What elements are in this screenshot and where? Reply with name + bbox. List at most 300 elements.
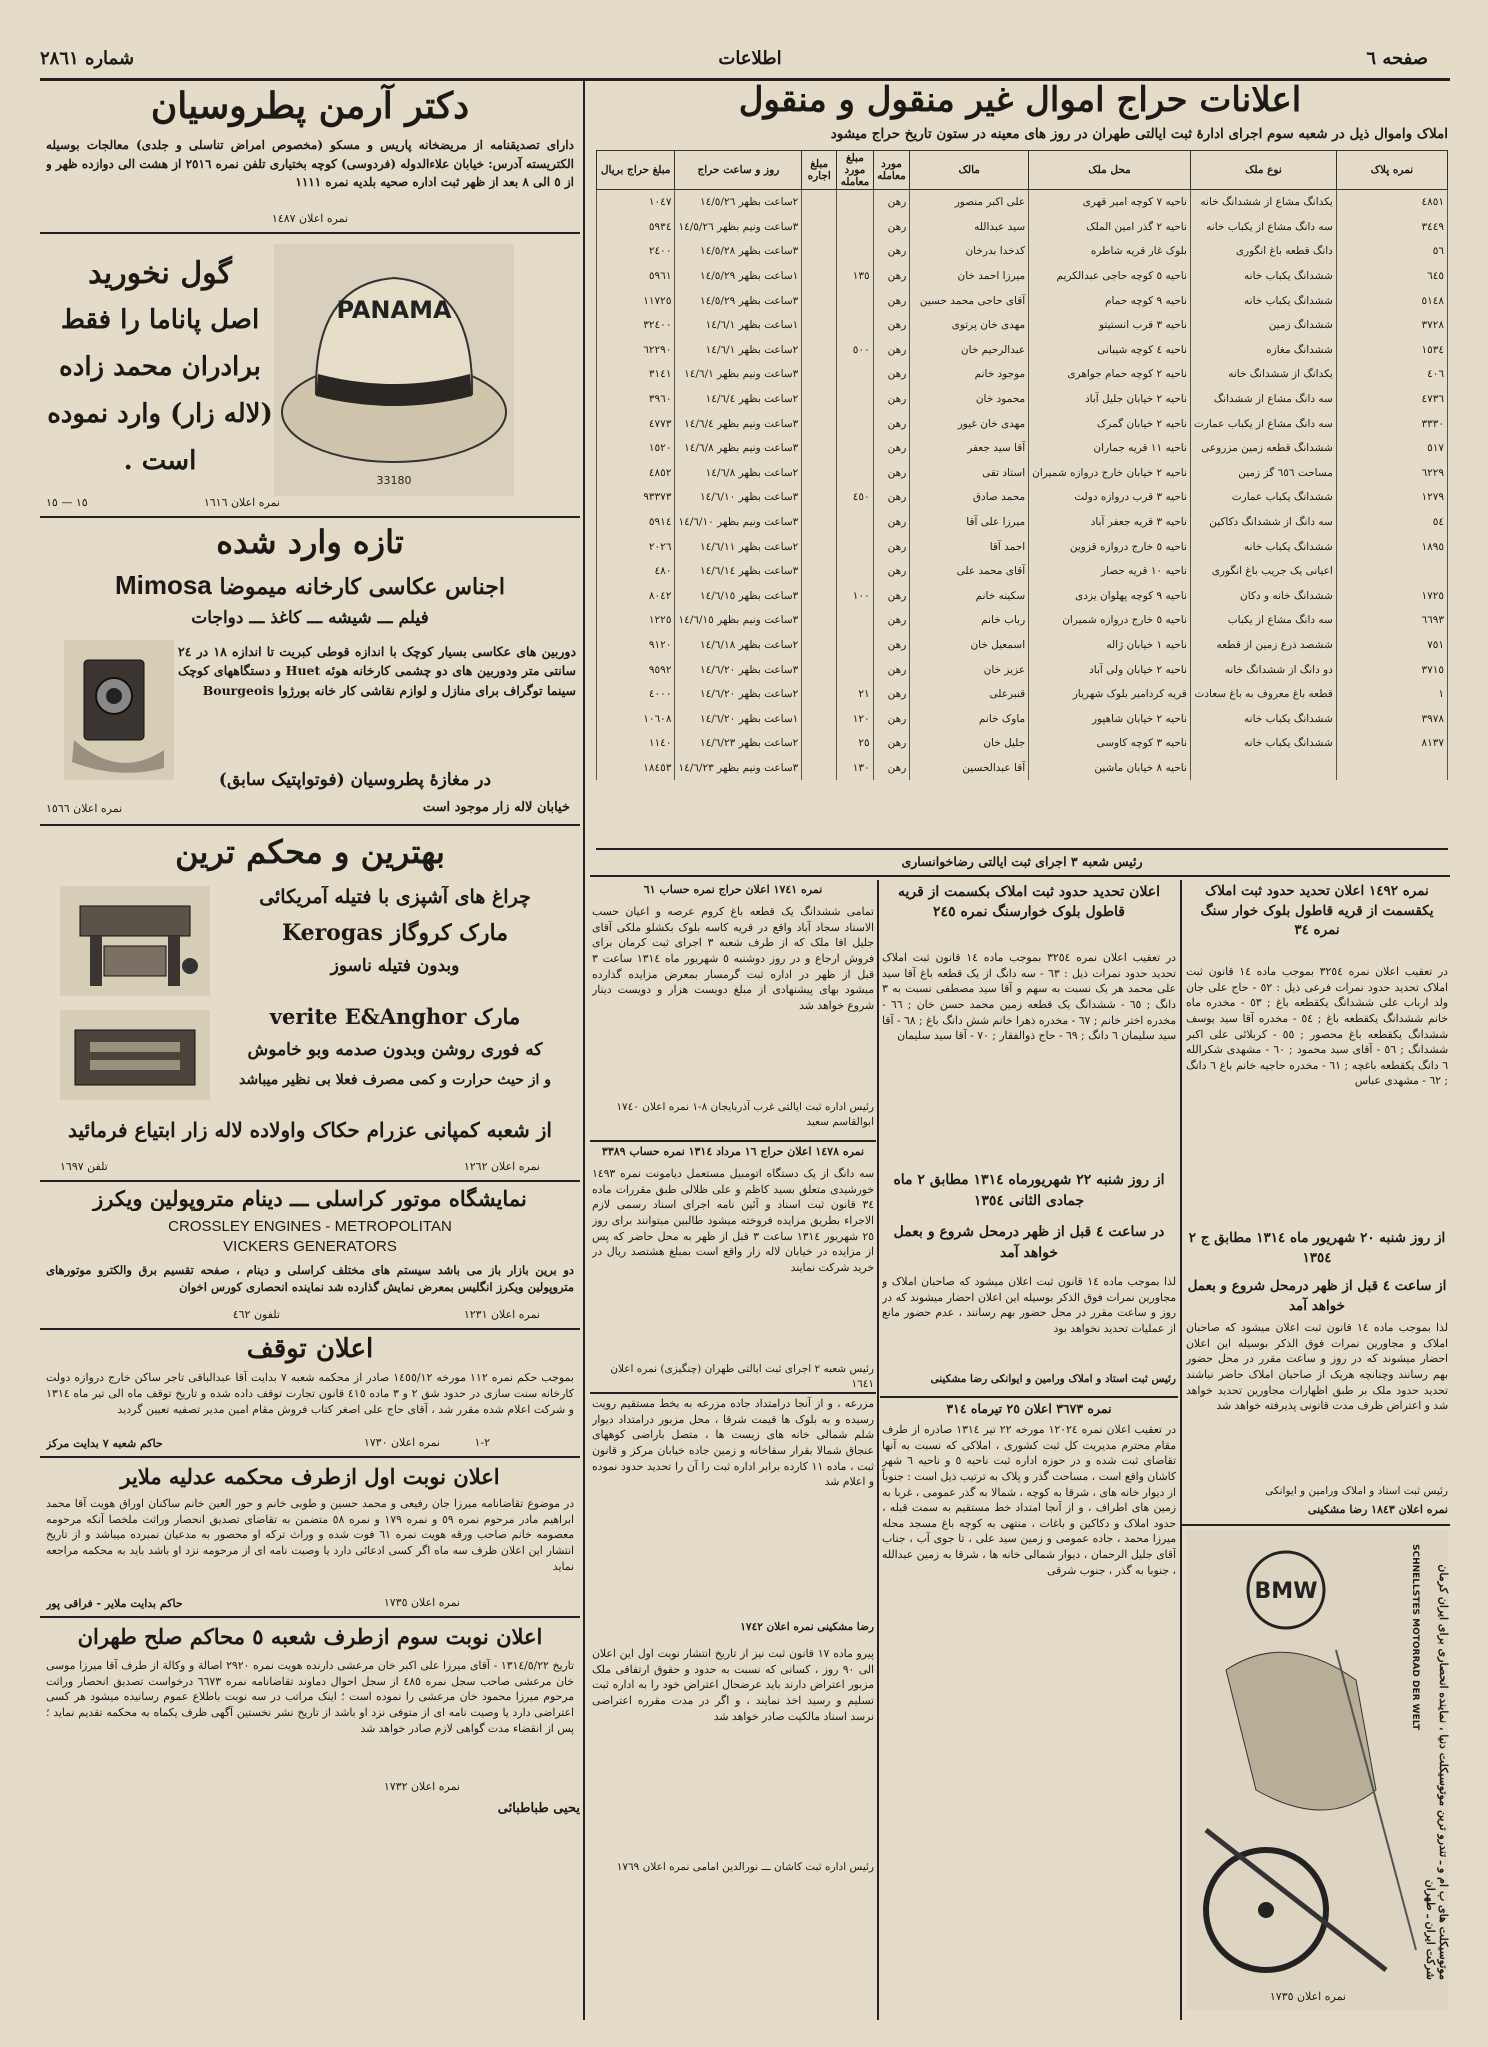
auction-cell: رهن [873,534,910,559]
auction-cell: سه دانگ مشاع از یکباب عمارت [1190,411,1336,436]
auction-cell: رهن [873,584,910,609]
rule [880,1396,1178,1398]
auction-cell: ناحیه ١ خیابان ژاله [1029,633,1191,658]
auction-cell: ٢ساعت بظهر ١٤/٦/١٨ [675,633,802,658]
auction-cell: ١٢٠ [837,706,874,731]
rule [1182,1524,1450,1526]
auction-cell: ناحیه ٥ کوچه حاجی عبدالکریم [1029,264,1191,289]
auction-cell: میرزا احمد خان [910,264,1029,289]
stove-image [60,886,210,996]
auction-cell [802,215,837,240]
auction-cell: ٨١٣٧ [1336,731,1447,756]
auction-cell: ١٥٢٠ [597,436,675,461]
auction-cell: ٤٧٧٣ [597,411,675,436]
auction-cell: ١٠٤٧ [597,190,675,215]
sulh-title: اعلان نوبت سوم ازطرف شعبه ٥ محاکم صلح طهران [77,1624,543,1649]
auction-cell: مهدی خان غیور [910,411,1029,436]
auction-cell: رهن [873,362,910,387]
auction-subtitle: املاک واموال ذیل در شعبه سوم اجرای ادارهٔ ثبت ایالتی طهران در روز های معینه در ستون تاریخ حراج میشود [830,126,1448,142]
col2-heading1: نمره ١٧٤١ اعلان حراج نمره حساب ٦١ [643,883,823,896]
auction-cell: ششدانگ یکباب خانه [1190,288,1336,313]
auction-cell: ٨٠٤٢ [597,584,675,609]
col4-sign1: رئیس ثبت استاد و املاک ورامین و ایوانکی [1265,1485,1448,1497]
auction-row [597,338,1448,363]
auction-cell: ششدانگ یکباب خانه [1190,731,1336,756]
auction-row [597,313,1448,338]
auction-cell: ٣ساعت ونیم بظهر ١٤/٦/١٥ [675,608,802,633]
auction-cell: ناحیه ٣ کوچه کاوسی [1029,731,1191,756]
auction-cell: ١٥٣٤ [1336,338,1447,363]
auction-cell: ٥٤ [1336,510,1447,535]
auction-cell: مساحت ٦٥٦ گز زمین [1190,461,1336,486]
auction-cell: قریه کردامیر بلوک شهریار [1029,682,1191,707]
col3-heading2: نمره ٣٦٧٣ اعلان ٢٥ تیرماه ٣١٤ [946,1401,1112,1416]
auction-cell: یکدانگ از ششدانگ خانه [1190,362,1336,387]
auction-cell [837,288,874,313]
auction-cell: ٤٠٦ [1336,362,1447,387]
auction-cell: ششصد ذرع زمین از قطعه [1190,633,1336,658]
auction-cell: رهن [873,682,910,707]
auction-cell [802,190,837,215]
stop-title: اعلان توقف [246,1334,374,1364]
kerogas-line5: که فوری روشن وبدون صدمه وبو خاموش [247,1040,543,1060]
auction-cell: موجود خانم [910,362,1029,387]
auction-cell: ١٨٩٥ [1336,534,1447,559]
auction-cell: ٣٤٤٩ [1336,215,1447,240]
auction-header-cell: مبلغ مورد معامله [837,151,874,190]
rule [40,1616,580,1618]
auction-cell: ٤٨٠ [597,559,675,584]
malayer-title: اعلان نوبت اول ازطرف محکمه عدلیه ملایر [120,1464,500,1489]
auction-cell: محمد صادق [910,485,1029,510]
auction-row [597,411,1448,436]
auction-cell: ٢١ [837,682,874,707]
auction-cell: رهن [873,239,910,264]
auction-cell [837,436,874,461]
auction-cell: رهن [873,756,910,781]
auction-cell: ناحیه ٥ خارج دروازه شمیران [1029,608,1191,633]
rule [40,1456,580,1458]
heater-image [60,1010,210,1100]
column-rule [1180,880,1182,2020]
auction-cell [802,584,837,609]
auction-cell: ٣ساعت بظهر ١٤/٥/٢٩ [675,288,802,313]
auction-cell: رهن [873,559,910,584]
auction-row [597,682,1448,707]
col2-heading2: نمره ١٤٧٨ اعلان حراج ١٦ مرداد ١٣١٤ نمره حساب ٣٣٨٩ [601,1145,865,1158]
auction-cell: آقای حاجی محمد حسین [910,288,1029,313]
auction-row [597,510,1448,535]
mimosa-subtitle-fa: اجناس عکاسی کارخانه میموضا [219,574,506,600]
auction-cell: ١٨٤٥٣ [597,756,675,781]
auction-cell: ناحیه ٢ خیابان شاهپور [1029,706,1191,731]
auction-cell: ٩١٢٠ [597,633,675,658]
auction-row [597,215,1448,240]
malayer-ad-number: نمره اعلان ١٧٣٥ [383,1596,460,1609]
auction-cell: ٣٧٢٨ [1336,313,1447,338]
auction-cell: قطعه باغ معروف به باغ سعادت [1190,682,1336,707]
auction-header-cell: نوع ملک [1190,151,1336,190]
auction-cell [837,215,874,240]
auction-cell: عزیز خان [910,657,1029,682]
col3-para2: لذا بموجب ماده ١٤ قانون ثبت اعلان میشود که صاحبان املاک و مجاورین نمرات فوق الذکر بوسیله این اعلان احضار میشوند که در روز و ساعت مقرر در محل حضور بهم رسانند ، عدم حضور مانع از عملیات تحدید نخواهد بود [882,1275,1176,1335]
kerogas-ad-number: نمره اعلان ١٢٦٢ [463,1160,540,1173]
auction-cell: ٣ساعت بظهر ١٤/٦/١٥ [675,584,802,609]
auction-cell: ناحیه ٧ کوچه امیر قهری [1029,190,1191,215]
mimosa-items: فیلم ـــ شیشه ـــ کاغذ ـــ دواجات [191,608,429,628]
col3-heading1: اعلان تحدید حدود ثبت املاک بکسمت از قریه قاطول بلوک خوارسنگ نمره ٢٤٥ [897,884,1161,921]
auction-cell: رهن [873,485,910,510]
col2-para3: مزرعه ، و از آنجا درامتداد جاده مزرعه به بخط مستقیم رویت رسیده و به بلوک ها قیمت شرقا ، محل مزبور درامتداد دیوار شلم شمالی خانه های زیست ها ، متصل باراضی کوههای عنجاق شمالا بقرار سقاخانه و زمین جاده خیابان مرکز و قانون ثبت ، ماده ١١ کارده برابر اداره ثبت را آن را تحدید حدود نموده و اعلام شد [592,1397,874,1489]
auction-cell [802,288,837,313]
auction-cell: ششدانگ یکباب خانه [1190,706,1336,731]
auction-signature: رئیس شعبه ٣ اجرای ثبت ایالتی رضاخوانساری [901,854,1143,869]
auction-cell: ٣ساعت ونیم بظهر ١٤/٦/٢٣ [675,756,802,781]
auction-cell: کدخدا بدرخان [910,239,1029,264]
auction-cell [802,239,837,264]
auction-cell: ٤٨٥١ [1336,190,1447,215]
auction-cell: ناحیه ١١ قریه جماران [1029,436,1191,461]
auction-cell: ٩٥٩٢ [597,657,675,682]
mimosa-title: تازه وارد شده [216,523,404,561]
malayer-court: حاکم بدایت ملایر - فراقی پور [46,1597,183,1610]
auction-cell: علی اکبر منصور [910,190,1029,215]
auction-cell: ناحیه ٤ کوچه شیبانی [1029,338,1191,363]
auction-cell: ششدانگ مغازه [1190,338,1336,363]
auction-cell [802,559,837,584]
auction-cell: ٣٣٣٠ [1336,411,1447,436]
auction-cell: سه دانگ مشاع از یکباب خانه [1190,215,1336,240]
crossley-ad-number: نمره اعلان ١٢٣١ [463,1308,540,1321]
auction-cell: دو دانگ از ششدانگ خانه [1190,657,1336,682]
auction-cell: رهن [873,510,910,535]
auction-row [597,461,1448,486]
auction-cell: ٤٠٠٠ [597,682,675,707]
auction-cell [837,559,874,584]
col2-sign3: رضا مشکینی نمره اعلان ١٧٤٢ [740,1621,874,1633]
camera-image [64,640,174,780]
auction-cell: رهن [873,461,910,486]
auction-cell: ٥١٧ [1336,436,1447,461]
auction-cell: ١ [1336,682,1447,707]
crossley-title: نمایشگاه موتور کراسلی ـــ دینام متروپولین ویکرز [93,1186,527,1211]
auction-cell [802,485,837,510]
auction-row [597,436,1448,461]
stop-court: حاکم شعبه ٧ بدایت مرکز [46,1437,163,1450]
auction-cell: ناحیه ٥ خارج دروازه قزوین [1029,534,1191,559]
auction-cell: رهن [873,215,910,240]
kerogas-line2: مارک کروگاز Kerogas [281,920,509,946]
auction-cell: ششدانگ زمین [1190,313,1336,338]
doctor-ad-number: نمره اعلان ١٤٨٧ [271,212,349,225]
auction-cell: سکینه خانم [910,584,1029,609]
bmw-fa: موتوسیکلت های ب ام و ـ تندرو ترین موتوسیکلت دنیا ، نماینده انحصاری برای ایران کرمان شرکت ایران ـ طهران [1424,1564,1450,1980]
bmw-ad-number: نمره اعلان ١٧٣٥ [1269,1990,1346,2003]
auction-cell: ٢ساعت بظهر ١٤/٦/١١ [675,534,802,559]
auction-cell: ١ساعت بظهر ١٤/٦/١ [675,313,802,338]
col4-para2: لذا بموجب ماده ١٤ قانون ثبت اعلان میشود که صاحبان املاک و مجاورین نمرات فوق الذکر بوسیله این اعلان احضار میشوند که در روز و ساعت مقرر در محل حضور بهم رسانند وچنانچه هریک از صاحبان املاک حاضر نباشند تحدید حدود ملک بر طبق اظهارات مجاورین تحدید خواهد شد و اعتراض ظرف مدت قانونی پذیرفته خواهد شد [1186,1321,1448,1413]
bmw-en: SCHNELLSTES MOTORRAD DER WELT [1410,1544,1420,1731]
auction-cell: استاد تقی [910,461,1029,486]
auction-cell: ١ساعت بظهر ١٤/٦/٢٠ [675,706,802,731]
auction-title: اعلانات حراج اموال غیر منقول و منقول [738,80,1302,120]
auction-cell [1336,756,1447,781]
auction-cell: ١٢٢٥ [597,608,675,633]
auction-cell: ناحیه ٩ کوچه حمام [1029,288,1191,313]
auction-cell: ٥٩٣٤ [597,215,675,240]
auction-cell: ٢ساعت بظهر ١٤/٦/٢٠ [675,682,802,707]
auction-rule [596,848,1448,850]
auction-row [597,559,1448,584]
stop-ad-number: نمره اعلان ١٧٣٠ [363,1436,440,1449]
rule [40,824,580,826]
auction-table [596,150,1448,846]
auction-cell: رهن [873,633,910,658]
auction-cell: ٦٦٩٣ [1336,608,1447,633]
auction-cell [837,657,874,682]
auction-cell: ٢٥ [837,731,874,756]
kerogas-phone: تلفن ١٦٩٧ [60,1160,108,1173]
auction-cell: ٢ساعت بظهر ١٤/٦/٨ [675,461,802,486]
auction-cell: ششدانگ قطعه زمین مزروعی [1190,436,1336,461]
auction-cell [802,534,837,559]
auction-cell: ٢ساعت بظهر ١٤/٦/١ [675,338,802,363]
auction-cell: آقای محمد علی [910,559,1029,584]
auction-cell: آقا سید جعفر [910,436,1029,461]
auction-cell: ٢ساعت بظهر ١٤/٦/٢٣ [675,731,802,756]
auction-cell [802,313,837,338]
paper-name: اطلاعات [718,48,782,69]
auction-cell: ٣ساعت بظهر ١٤/٦/١٠ [675,485,802,510]
auction-cell: ناحیه ٢ گذر امین الملک [1029,215,1191,240]
auction-cell: ٣ساعت بظهر ١٤/٥/٢٨ [675,239,802,264]
sulh-signer: یحیی طباطبائی [497,1801,580,1816]
malayer-body: در موضوع تقاضانامه میرزا جان رفیعی و محمد حسین و طوبی خانم و حور العین خانم ساکنان اوراق هویت آقا محمد ابراهیم مادر مرحوم نمره ٥٩ و نمره ١٧٩ و نمره ٥٨ متضمن به تقاضای تصدیق انحصار وراثت ملخصا آنکه مرحومه معصومه خانم صاحب ورقه هویت نمره ٦١ فوت شده و وراث ترکه او محصور به مدعیان نمبرده میباشد و از تاریخ انتشار این اعلان ظرف سه ماه اگر کسی ادعائی دارد یا وصیت نامه ای از مرحومه نزد او باشد باید به محکمه مراجعه نماید [46,1497,574,1573]
auction-cell: سه دانگ مشاع از ششدانگ [1190,387,1336,412]
column-rule [583,80,585,2020]
auction-cell [1190,756,1336,781]
auction-cell: ٣ساعت ونیم بظهر ١٤/٦/١٠ [675,510,802,535]
auction-row [597,362,1448,387]
auction-cell: ٦٢٢٩ [1336,461,1447,486]
auction-cell: ماوک خانم [910,706,1029,731]
auction-cell: سه دانگ از ششدانگ دکاکین [1190,510,1336,535]
auction-cell: ٦٢٢٩٠ [597,338,675,363]
auction-cell [802,633,837,658]
auction-cell: ناحیه ٢ خیابان گمرک [1029,411,1191,436]
auction-cell [837,190,874,215]
rule [40,1180,580,1182]
col2-para2: سه دانگ از یک دستگاه اتومبیل مستعمل دیامونت نمره ١٤٩٣ خورشیدی متعلق بسید کاظم و علی ظلالی طبق مقررات ماده ٣٤ قانون ثبت اسناد و آئین نامه اجرای اسناد رسمی لازم الاجراء بطریق مزایده فروخته میشود طالبین میتوانند برای روز ٢٥ شهریور ١٣١٤ ساعت ٣ قبل از ظهر به محل حاضر که پس از مزایده در خیابان لاله زار واقع است بمبلغ هشتصد ریال در خرید شرکت نمایند [592,1167,874,1274]
panama-line: (لاله زار) وارد نموده [47,399,273,429]
auction-cell [837,362,874,387]
auction-bottom-rule [590,875,1450,877]
auction-cell: ٣٧١٥ [1336,657,1447,682]
auction-cell: قنبرعلی [910,682,1029,707]
col2-para1: تمامی ششدانگ یک قطعه باغ کروم عرصه و اعیان حسب الاسناد سجاد آباد واقع در قریه کاسه بلوک بکشلو ملکی آقای جلیل افا ملک که از طرف شعبه ٣ اجرای ثبت کرمان برای فروش ارجاع و در روز دوشنبه ٥ شهریور ماه ١٣١٤ ساعت ٣ قبل از ظهر در اداره ثبت گرمسار بمعرض مزایده گذارده میشود بهای پیشنهادی از مبلغ دویست هزار و دویست دینار شروع خواهد شد [592,905,874,1012]
col2-sign1: رئیس اداره ثبت ایالتی غرب آذربایجان ٨-١ نمره اعلان ١٧٤٠ ابوالقاسم سعید [616,1101,874,1128]
auction-cell: ١٧٢٥ [1336,584,1447,609]
auction-cell: ششدانگ یکباب خانه [1190,264,1336,289]
col4-when1: از روز شنبه ٢٠ شهریور ماه ١٣١٤ مطابق ج ٢ ١٣٥٤ [1188,1230,1446,1267]
auction-cell: یکدانگ مشاع از ششدانگ خانه [1190,190,1336,215]
kerogas-line1: چراغ های آشپزی با فتیله آمریکائی [259,886,531,908]
col3-when2: در ساعت ٤ قبل از ظهر درمحل شروع و بعمل خواهد آمد [893,1224,1165,1261]
auction-row [597,584,1448,609]
auction-cell: ٣ساعت ونیم بظهر ١٤/٦/٨ [675,436,802,461]
auction-cell [802,756,837,781]
crossley-en2: VICKERS GENERATORS [223,1238,397,1255]
crossley-en1: CROSSLEY ENGINES - METROPOLITAN [168,1218,452,1235]
auction-cell: ٣٩٧٨ [1336,706,1447,731]
auction-cell: ناحیه ٢ خیابان ولی آباد [1029,657,1191,682]
crossley-body: دو برین بازار باز می باشد سیستم های مختلف کراسلی و دینام ، صفحه تقسیم برق والکترو موتورهای متروپولین ویکرز انگلیس بمعرض نمایش گذارده شد نماینده انحصاری کورس اخوان [46,1263,574,1295]
col4-sign1b: نمره اعلان ١٨٤٣ رضا مشکینی [1307,1503,1448,1516]
auction-cell: رهن [873,288,910,313]
auction-cell [1336,559,1447,584]
auction-header-cell: محل ملک [1029,151,1191,190]
auction-cell: احمد آقا [910,534,1029,559]
auction-cell: ١١٤٠ [597,731,675,756]
auction-header-cell: مبلغ حراج بریال [597,151,675,190]
issue-number: شماره ٢٨٦١ [40,48,135,69]
auction-cell [837,608,874,633]
col4-para1: در تعقیب اعلان نمره ٣٢٥٤ بموجب ماده ١٤ قانون ثبت املاک تحدید حدود نمرات فرعی ذیل : ٥٢ - حاج علی جان ولد ارباب علی ششدانگ یکقطعه باغ ; ٥٣ - مخدره ماه خانم ششدانگ یکقطعه باغ ; ٥٤ - مخدره آقا سید یوسف ششدانگ یکقطعه باغ محصور ; ٥٥ - کربلائی علی اکبر ششدانگ ; ٥٦ - آقای سید محمود ; ٦٠ - مشهدی شکرالله ٦ دانگ یکقطعه باغچه ; ٦١ - مخدره حاجیه خانم باغ ٦ دانگ ; ٦٢ - مشهدی عباس [1186,965,1448,1088]
auction-cell: رهن [873,387,910,412]
auction-cell: ٦٤٥ [1336,264,1447,289]
auction-cell: ناحیه ١٠ قریه حصار [1029,559,1191,584]
col3-sign1: رئیس ثبت استاد و املاک ورامین و ایوانکی رضا مشکینی [930,1373,1176,1385]
auction-cell: ٣ساعت ونیم بظهر ١٤/٦/٤ [675,411,802,436]
auction-row [597,190,1448,215]
auction-cell [802,657,837,682]
bmw-logo: BMW [1254,1579,1318,1604]
auction-cell [837,633,874,658]
auction-cell [802,264,837,289]
rule [40,232,580,234]
mimosa-shop: در مغازهٔ پطروسیان (فوتواپتیک سابق) [218,770,492,790]
stop-body: بموجب حکم نمره ١١٢ مورخه ١٤٥٥/١٢ صادر از محکمه شعبه ٧ بدایت آقا عبدالباقی تاجر ساکن خارج دروازه دولت کارخانه سنت سازی در حدود شق ٢ و ٣ ماده ٤١٥ قانون تجارت توقف داده شده و تاریخ توقف ماه الی تیر ماه ١٣١٤ و شرکت اعلام شده مقرر شد ، آقای حاج علی اصغر کتاب فروش مقام امین مدیر تصفیه تعیین گردید [46,1371,574,1416]
bmw-ad [1186,1530,1448,2010]
auction-cell: ٣٩٦٠ [597,387,675,412]
panama-hat-brand: PANAMA [336,296,452,324]
auction-cell: ٥٦ [1336,239,1447,264]
panama-hat-image [274,244,514,496]
auction-cell: آقا عبدالحسین [910,756,1029,781]
mimosa-ad-number: نمره اعلان ١٥٦٦ [46,802,123,815]
auction-cell: ٣٢٤٠٠ [597,313,675,338]
auction-cell: ٣ساعت بظهر ١٤/٦/٢٠ [675,657,802,682]
auction-cell [802,338,837,363]
doctor-body: دارای تصدیقنامه از مریضخانه پاریس و مسکو (مخصوص امراض تناسلی و جلدی) معالجات بوسیله الکتریسته آدرس: خیابان علاءالدوله (فردوسی) کوچه بختیاری تلفن نمره ٢٥١٦ از هشت الی دوازده ظهر و از ٥ الی ٨ بعد از ظهر ثبت اداره صحیه بلدیه نمره ١١١١ [46,138,574,190]
auction-cell: بلوک غار قریه شاطره [1029,239,1191,264]
col2-para4: پیرو ماده ١٧ قانون ثبت نیز از تاریخ انتشار نوبت اول این اعلان الی ٩٠ روز ، کسانی که نسبت به حدود و حقوق ارتفاقی ملک مزبور اعتراض دارند باید عرضحال اعتراض خود را به اداره ثبت تسلیم و رسید اخذ نمایند ، و اگر در مدت مقرره اعتراضی نرسد اسناد مالکیت صادر خواهد شد [592,1647,874,1723]
auction-cell: ناحیه ٩ کوچه پهلوان یزدی [1029,584,1191,609]
auction-cell: ناحیه ٣ قرب دروازه دولت [1029,485,1191,510]
mimosa-brand: Mimosa [114,570,212,600]
auction-header-cell: نمره پلاک [1336,151,1447,190]
auction-cell: ١ساعت بظهر ١٤/٥/٢٩ [675,264,802,289]
auction-row [597,288,1448,313]
auction-cell: ٢ساعت بظهر ١٤/٥/٢٦ [675,190,802,215]
auction-cell [802,510,837,535]
kerogas-title: بهترین و محکم ترین [175,833,445,871]
auction-cell: ٥٩٦١ [597,264,675,289]
auction-cell [802,608,837,633]
auction-cell: رهن [873,436,910,461]
auction-cell: سه دانگ مشاع از یکباب [1190,608,1336,633]
auction-cell: ٣ساعت ونیم بظهر ١٤/٦/١ [675,362,802,387]
auction-row [597,534,1448,559]
auction-cell: اسمعیل خان [910,633,1029,658]
auction-cell: ناحیه ٣ قریه جعفر آباد [1029,510,1191,535]
auction-cell: ٤٥٠ [837,485,874,510]
panama-hat-code: 33180 [376,474,412,487]
rule [590,1392,876,1394]
auction-cell: ٥٩١٤ [597,510,675,535]
kerogas-line4: مارک verite E&Anghor [269,1004,521,1029]
bmw-ad-art [1186,1530,1448,2010]
auction-cell: ٤٧٣٦ [1336,387,1447,412]
auction-cell: ١٠٦٠٨ [597,706,675,731]
auction-cell [802,362,837,387]
auction-cell [837,387,874,412]
kerogas-line6: و از حیث حرارت و کمی مصرف فعلا بی نظیر میباشد [238,1072,552,1088]
auction-header-cell: روز و ساعت حراج [675,151,802,190]
auction-cell [837,313,874,338]
auction-cell: ناحیه ٢ کوچه حمام جواهری [1029,362,1191,387]
auction-cell [837,461,874,486]
auction-cell: ٣١٤١ [597,362,675,387]
auction-cell: رهن [873,338,910,363]
doctor-title: دکتر آرمن پطروسیان [150,85,470,127]
mimosa-body: دوربین های عکاسی بسیار کوچک با اندازه قوطی کبریت تا اندازه ١٨ در ٢٤ سانتی متر ودوربین های دو چشمی کارخانه هوئه Huet و دستگاههای کوچک سینما توگراف برای منازل و لوازم نقاشی کار خانه بورژوا Bourgeois [178,644,576,698]
auction-cell [802,682,837,707]
col4-heading1: نمره ١٤٩٢ اعلان تحدید حدود ثبت املاک یکقسمت از قریه قاطول بلوک خوار سنگ نمره ٣٤ [1200,883,1434,939]
auction-cell: رباب خانم [910,608,1029,633]
auction-cell: رهن [873,706,910,731]
auction-header-cell: مورد معامله [873,151,910,190]
auction-cell: ششدانگ خانه و دکان [1190,584,1336,609]
auction-cell: ١٠٠ [837,584,874,609]
auction-cell: میرزا علی آقا [910,510,1029,535]
auction-cell: ٢ساعت بظهر ١٤/٦/٤ [675,387,802,412]
sulh-body: تاریخ ١٣١٤/٥/٢٢ - آقای میرزا علی اکبر خان مرعشی دارنده هویت نمره ٢٩٢٠ اصالة و وکالة از طرف آقا میرزا موسی خان مرعشی صاحب سجل نمره ٤٨٥ از سجل احوال دماوند تقاضانامه نمره ٦٦٧٣ درخواست تصدیق انحصار وراثت مرحوم میرزا محمود خان مرعشی را نموده است ؛ اینک مراتب در سه نوبت باطلاع عموم رسانیده میشود هر کسی اعتراضی دارد یا وصیت نامه ای از متوفی نزد او باشد از تاریخ نشر نخستین آگهی ظرف یکماه به محکمه تقدیم نماید ؛ پس از انقضاء مدت گواهی لازم صادر خواهد شد [46,1659,574,1735]
rule [590,1140,876,1142]
auction-cell: ناحیه ٢ خیابان خارج دروازه شمیران [1029,461,1191,486]
auction-cell: ٢٤٠٠ [597,239,675,264]
auction-cell [837,239,874,264]
auction-cell: ٥١٤٨ [1336,288,1447,313]
auction-cell: دانگ قطعه باغ انگوری [1190,239,1336,264]
auction-row [597,387,1448,412]
col2-sign2: رئیس شعبه ٢ اجرای ثبت ایالتی طهران (چنگیزی) نمره اعلان ١٦٤١ [610,1363,874,1390]
auction-header-cell: مالک [910,151,1029,190]
auction-cell: اعیانی یک جریب باغ انگوری [1190,559,1336,584]
auction-cell: ٩٣٣٧٣ [597,485,675,510]
auction-cell: محمود خان [910,387,1029,412]
auction-cell: جلیل خان [910,731,1029,756]
sulh-ad-number: نمره اعلان ١٧٣٢ [383,1780,460,1793]
kerogas-line7: از شعبه کمپانی عزرام حکاک واولاده لاله زار ابتیاع فرمائید [68,1118,552,1142]
col3-para3: در تعقیب اعلان نمره ١٢٠٢٤ مورخه ٢٢ تیر ١٣١٤ صادره از طرف مقام محترم مدیریت کل ثبت کشوری ، املاکی که نسبت به آنها تقاضای ثبت شده و در حوزه اداره ثبت ناحیه ٥ و ناحیه ٦ شهر کاشان واقع است ، مساحت گذر و پلاک به ترتیب ذیل است : جنوباً از دیوار خانه های ، شرقا به کوچه ، شمالا به گذر عمومی ، غربا به زمین های اطراف ، و از آنجا امتداد خط مستقیم به سمت قبله ، حدود املاک و دکاکین و باغات ، منتهی به کوچه باغ مسجد محله میرزا محمد ، جاده عمومی و زمین سید علی ، تا جوی آب ، جناب آقای جلیل الرحمان ، دیوار شمالی خانه ها ، شرقا به زمین عبدالله ، جنوبا به گذر ، جنوب شرقی [882,1423,1176,1577]
panama-footnote: ١٥ — ١٥ [46,496,88,509]
auction-row [597,633,1448,658]
auction-cell: سید عبدالله [910,215,1029,240]
kerogas-line3: وبدون فتیله ناسوز [330,956,460,976]
auction-cell: رهن [873,731,910,756]
col3-para1: در تعقیب اعلان نمره ٣٢٥٤ بموجب ماده ١٤ قانون ثبت املاک تحدید حدود نمرات ذیل : ٦٣ - سه دانگ از یک قطعه باغ آقا سید علی محمد هر یک نسبت به سهم و آقا سید مصطفی نسبت به ٣ دانگ ; ٦٥ - ششدانگ یک قطعه زمین محمد حسن خان ; ٦٦ - مخدره اختر خانم ; ٦٧ - مخدره ذهرا خانم شش دانگ باغ ; ٦٨ - آقا سید سلیمان ٦ دانگ ; ٦٩ - حاج ذوالفقار ; ٧٠ - آقا سید سلیمان [882,951,1176,1043]
